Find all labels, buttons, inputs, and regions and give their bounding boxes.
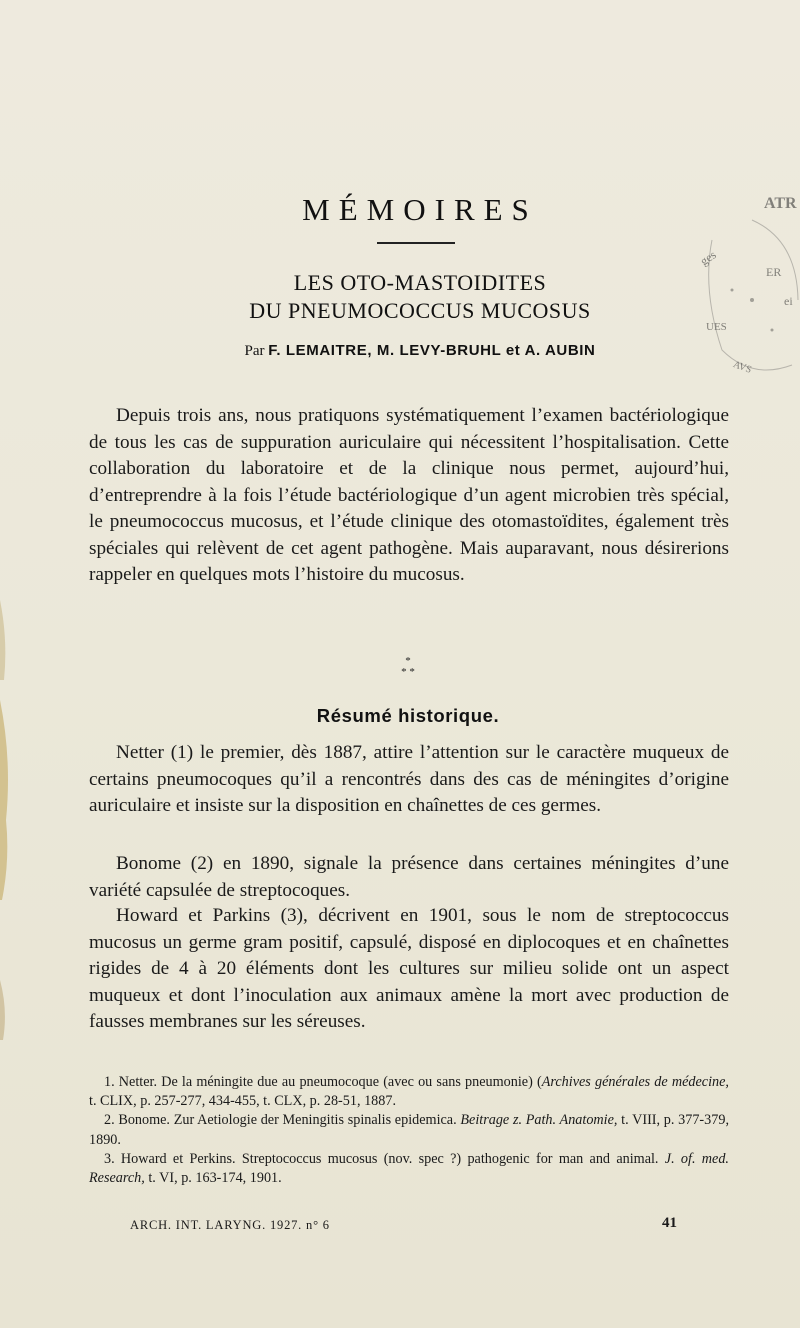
footnote-2-text: 2. Bonome. Zur Aetiologie der Meningitis spinalis epidemica. [104, 1112, 461, 1129]
svg-text:UES: UES [706, 321, 727, 333]
svg-text:ges: ges [697, 247, 719, 269]
article-title-line-2: DU PNEUMOCOCCUS MUCOSUS [249, 298, 591, 323]
section-title: Résumé historique. [316, 705, 500, 726]
heading-rule [377, 242, 455, 244]
byline-authors: F. LEMAITRE, M. LEVY-BRUHL et A. AUBIN [268, 342, 596, 359]
intro-paragraph: Depuis trois ans, nous pratiquons systématiquement l’examen bactériologique de tous les cas de suppuration auriculaire qui nécessitent l’hospitalisation. Cette collaboration du laboratoire et de la clinique nous permet, aujourd’hui, d’entreprendre à la fois l’étude bactériologique d’un agent microbien très spécial, le pneumococcus mucosus, et l’étude clinique des otomastoïdites, également très spéciales qui relèvent de cet agent pathogène. Mais auparavant, nous désirerions rappeler en quelques mots l’histoire du mucosus. [89, 405, 729, 585]
footnote-3 [89, 1150, 729, 1188]
footnote-1-journal: Archives générales de médecine, [541, 1074, 729, 1090]
svg-text:AVS: AVS [731, 359, 753, 376]
library-stamp [692, 180, 800, 380]
footnote-1 [89, 1073, 729, 1111]
footnote-1-ref: t. CLIX, p. 257-277, 434-455, t. CLX, p. 28-51, 1887. [89, 1093, 396, 1110]
paragraph-netter: Netter (1) le premier, dès 1887, attire l’attention sur le caractère muqueux de certains pneumocoques qu’il a rencontrés dans des cas de méningites d’origine auriculaire et insiste sur la disposition en chaînettes de ces germes. [89, 742, 729, 816]
section-separator [0, 656, 800, 678]
page-number: 41 [662, 1215, 677, 1231]
paragraph-bonome: Bonome (2) en 1890, signale la présence dans certaines méningites d’une variété capsulée de streptocoques. [89, 853, 729, 901]
footnote-3-ref: t. VI, p. 163-174, 1901. [144, 1170, 282, 1187]
svg-text:ei: ei [784, 294, 793, 308]
journal-reference: ARCH. INT. LARYNG. 1927. n° 6 [130, 1218, 330, 1232]
article-title-line-1: LES OTO-MASTOIDITES [293, 270, 547, 295]
footnote-2 [89, 1111, 729, 1149]
paragraph-howard: Howard et Parkins (3), décrivent en 1901, sous le nom de streptococcus mucosus un germe gram positif, capsulé, disposé en diplocoques et en chaînettes rigides de 4 à 20 éléments dont les cultures sur milieu solide ont un aspect muqueux et dont l’inoculation aux animaux amène la mort avec production de fausses membranes sur les séreuses. [89, 905, 729, 1032]
svg-text:ER: ER [766, 265, 782, 279]
footnotes [89, 1073, 729, 1188]
svg-text:ATR: ATR [764, 195, 797, 212]
footnote-2-journal: Beitrage z. Path. Anatomie, [460, 1112, 618, 1129]
byline [0, 342, 800, 360]
separator-star-top: * [405, 655, 411, 667]
footnote-1-text: 1. Netter. De la méningite due au pneumocoque (avec ou sans pneumonie) ( [104, 1074, 542, 1090]
footnote-2-ref: t. VIII, p. 377-379, 1890. [89, 1112, 729, 1148]
byline-prefix: Par [244, 343, 265, 359]
footnote-3-text: 3. Howard et Perkins. Streptococcus mucosus (nov. spec ?) pathogenic for man and animal. [104, 1150, 665, 1167]
footnote-3-journal: J. of. med. Research, [89, 1150, 729, 1187]
separator-stars-bottom: * * [401, 666, 415, 678]
section-heading: MÉMOIRES [302, 192, 538, 227]
